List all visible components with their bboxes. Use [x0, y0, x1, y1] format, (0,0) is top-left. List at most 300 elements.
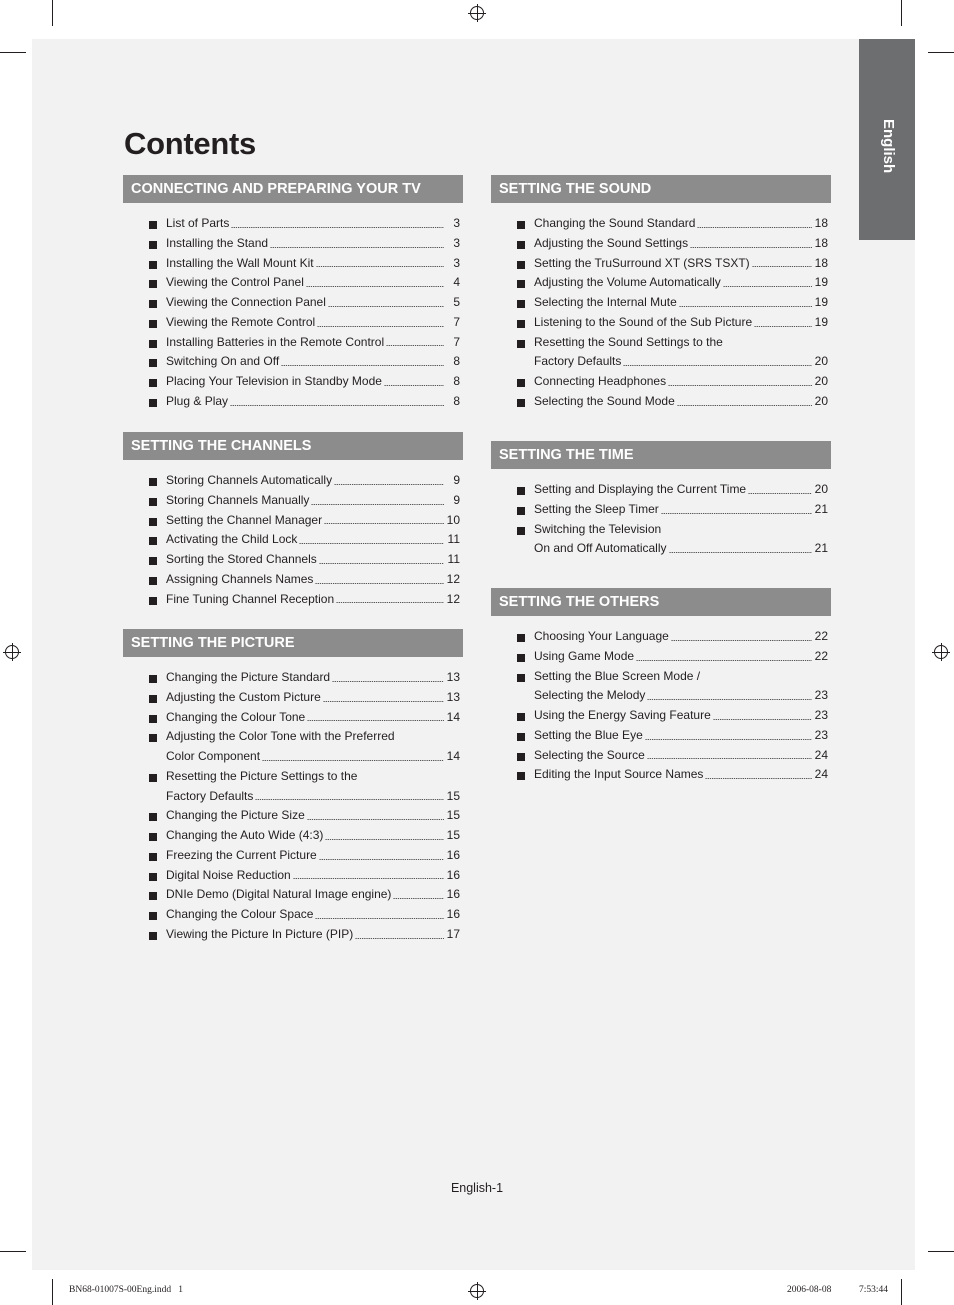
toc-entry-page: 16 — [446, 867, 460, 882]
toc-entry-line — [166, 273, 460, 293]
toc-entry-page: 19 — [814, 295, 828, 309]
bullet-square-icon — [517, 379, 525, 387]
dot-leader — [307, 719, 444, 722]
toc-entry-title: Changing the Colour Tone — [166, 709, 306, 724]
toc-entry-line — [166, 511, 460, 531]
toc-entry-page: 7 — [453, 314, 460, 329]
toc-entry — [123, 767, 463, 807]
toc-entry-page: 14 — [446, 709, 460, 724]
toc-entry-page: 22 — [814, 629, 828, 643]
dot-leader — [647, 757, 812, 760]
dot-leader — [323, 700, 444, 703]
toc-entry-title: Storing Channels Automatically — [166, 473, 333, 487]
dot-leader — [393, 897, 444, 900]
toc-entry-page: 5 — [453, 295, 460, 309]
toc-entry — [123, 570, 463, 590]
toc-entry — [123, 590, 463, 610]
toc-entry-title: Changing the Colour Space — [166, 907, 314, 921]
toc-entry-page: 4 — [453, 275, 460, 290]
section-sound — [491, 175, 831, 412]
bullet-square-icon — [149, 774, 157, 782]
toc-entry-line — [166, 570, 460, 590]
bullet-square-icon — [149, 853, 157, 861]
crop-mark — [52, 1279, 53, 1305]
registration-mark-icon — [470, 6, 484, 20]
toc-entry-line — [166, 471, 460, 491]
language-tab — [859, 39, 915, 240]
page-title: Contents — [124, 126, 256, 161]
toc-entry-line — [166, 806, 460, 826]
dot-leader — [324, 522, 444, 525]
toc-entry — [123, 392, 463, 412]
toc-entry — [123, 826, 463, 846]
toc-entry-page: 14 — [446, 749, 460, 763]
bullet-square-icon — [149, 379, 157, 387]
toc-entry — [123, 905, 463, 925]
bullet-square-icon — [517, 634, 525, 642]
section-time — [491, 441, 831, 559]
toc-entry-title: Setting the TruSurround XT (SRS TSXT) — [534, 255, 750, 270]
toc-entry-page: 12 — [446, 571, 460, 586]
toc-entry-page: 23 — [814, 688, 828, 703]
bullet-square-icon — [149, 695, 157, 703]
dot-leader — [647, 698, 812, 701]
toc-entry — [491, 647, 831, 667]
section-channels — [123, 432, 463, 609]
dot-leader — [713, 718, 812, 721]
bullet-square-icon — [149, 577, 157, 585]
toc-entry-page: 23 — [814, 708, 828, 722]
toc-entry-page: 16 — [446, 887, 460, 902]
toc-entry-page: 7 — [453, 334, 460, 349]
slug-time: 7:53:44 — [859, 1285, 889, 1295]
bullet-square-icon — [149, 912, 157, 920]
toc-entry-title: Changing the Auto Wide (4:3) — [166, 828, 324, 842]
toc-entry-title: Fine Tuning Channel Reception — [166, 591, 335, 606]
bullet-square-icon — [517, 772, 525, 780]
toc-entry-page: 24 — [814, 747, 828, 762]
toc-entry-page: 13 — [446, 689, 460, 704]
toc-entry-page: 13 — [446, 670, 460, 684]
bullet-square-icon — [149, 478, 157, 486]
toc-entry-title: Plug & Play — [166, 393, 229, 408]
dot-leader — [697, 226, 812, 229]
dot-leader — [293, 877, 444, 880]
toc-entry-page: 3 — [453, 235, 460, 250]
bullet-square-icon — [517, 753, 525, 761]
section-heading: SETTING THE SOUND — [491, 175, 831, 203]
toc-entry-line — [166, 925, 460, 945]
toc-entry-line — [166, 392, 460, 412]
toc-entry-page: 9 — [453, 473, 460, 487]
dot-leader — [255, 798, 444, 801]
dot-leader — [754, 325, 812, 328]
toc-entry — [491, 520, 831, 560]
bullet-square-icon — [517, 733, 525, 741]
toc-entry-page: 10 — [446, 512, 460, 527]
toc-entry-line — [534, 765, 828, 785]
section-others — [491, 588, 831, 785]
toc-entry-page: 18 — [814, 255, 828, 270]
toc-entry-line — [534, 352, 828, 372]
toc-entry — [123, 511, 463, 531]
toc-entry-page: 9 — [453, 492, 460, 507]
toc-entry-line — [534, 480, 828, 500]
toc-entry-title: On and Off Automatically — [534, 541, 667, 556]
toc-entry-line — [166, 866, 460, 886]
toc-entry-line — [166, 787, 460, 807]
toc-entry — [491, 706, 831, 726]
toc-entry-line — [534, 313, 828, 333]
toc-entry-page: 8 — [453, 374, 460, 388]
toc-entry — [491, 293, 831, 313]
toc-entry-title: Setting the Blue Eye — [534, 727, 643, 742]
bullet-square-icon — [149, 833, 157, 841]
bullet-square-icon — [149, 734, 157, 742]
registration-mark-icon — [5, 645, 19, 659]
toc-entry-title: Sorting the Stored Channels — [166, 552, 317, 566]
dot-leader — [316, 265, 444, 268]
toc-entry — [491, 372, 831, 392]
toc-entry — [491, 726, 831, 746]
dot-leader — [231, 226, 444, 229]
toc-entry-title: Selecting the Sound Mode — [534, 393, 675, 408]
toc-entry — [123, 668, 463, 688]
toc-entry-page: 20 — [814, 393, 828, 408]
bullet-square-icon — [517, 241, 525, 249]
toc-entry-line — [166, 747, 460, 767]
toc-entry-title: Color Component — [166, 749, 261, 763]
toc-entry-line — [166, 214, 460, 234]
toc-entry-title: Setting the Sleep Timer — [534, 501, 659, 516]
toc-entry — [491, 746, 831, 766]
toc-entry-title: Using the Energy Saving Feature — [534, 708, 711, 722]
toc-entry — [123, 273, 463, 293]
toc-entry-line — [166, 708, 460, 728]
bullet-square-icon — [149, 518, 157, 526]
toc-entry-title: Using Game Mode — [534, 648, 635, 663]
toc-entry — [491, 273, 831, 293]
toc-entry-line — [166, 293, 460, 313]
toc-entry — [123, 727, 463, 767]
toc-entry-page: 21 — [814, 541, 828, 556]
toc-entry-line — [166, 254, 460, 274]
toc-entry-title: Selecting the Melody — [534, 688, 646, 703]
toc-entry — [123, 372, 463, 392]
toc-entry-title: Selecting the Internal Mute — [534, 295, 677, 309]
dot-leader — [270, 246, 444, 249]
toc-entry — [123, 885, 463, 905]
dot-leader — [668, 384, 812, 387]
bullet-square-icon — [149, 597, 157, 605]
toc-entry-page: 15 — [446, 828, 460, 842]
toc-entry-line — [166, 885, 460, 905]
toc-entry — [123, 234, 463, 254]
toc-entry-first-line: Resetting the Picture Settings to the — [166, 768, 358, 783]
page-number: English-1 — [450, 1181, 504, 1195]
toc-entry-title: Factory Defaults — [166, 788, 254, 803]
bullet-square-icon — [149, 813, 157, 821]
section-heading: SETTING THE TIME — [491, 441, 831, 469]
toc-entry-page: 11 — [447, 532, 460, 547]
toc-entry-page: 3 — [453, 216, 460, 230]
toc-entry-title: List of Parts — [166, 216, 230, 230]
crop-mark — [52, 0, 53, 26]
dot-leader — [332, 680, 444, 683]
toc-entry — [491, 392, 831, 412]
toc-entry — [123, 333, 463, 353]
toc-entry-title: Installing the Wall Mount Kit — [166, 255, 314, 270]
toc-entry-title: Adjusting the Custom Picture — [166, 689, 321, 704]
toc-entry-title: Activating the Child Lock — [166, 532, 298, 547]
dot-leader — [230, 404, 444, 407]
toc-entry-line — [166, 530, 460, 550]
dot-leader — [386, 344, 444, 347]
toc-entry-line — [534, 647, 828, 667]
bullet-square-icon — [517, 654, 525, 662]
toc-entry-page: 12 — [446, 591, 460, 606]
language-tab-label: English — [880, 119, 897, 174]
toc-entry-title: Setting and Displaying the Current Time — [534, 482, 747, 496]
dot-leader — [723, 285, 812, 288]
toc-entry-page: 17 — [446, 926, 460, 941]
toc-entry — [491, 214, 831, 234]
dot-leader — [671, 639, 812, 642]
bullet-square-icon — [517, 280, 525, 288]
toc-entry-line — [166, 846, 460, 866]
dot-leader — [299, 542, 444, 545]
dot-leader — [317, 325, 444, 328]
dot-leader — [306, 285, 444, 288]
toc-entry-page: 19 — [814, 275, 828, 290]
toc-entry-page: 19 — [814, 314, 828, 329]
toc-entry-page: 15 — [446, 788, 460, 803]
dot-leader — [636, 659, 812, 662]
bullet-square-icon — [149, 873, 157, 881]
dot-leader — [679, 305, 812, 308]
toc-entry-title: Adjusting the Sound Settings — [534, 235, 689, 250]
toc-entry-line — [166, 234, 460, 254]
dot-leader — [307, 818, 444, 821]
dot-leader — [311, 503, 444, 506]
toc-entry-title: Listening to the Sound of the Sub Picture — [534, 314, 753, 329]
dot-leader — [623, 364, 812, 367]
toc-entry-title: Factory Defaults — [534, 354, 622, 369]
dot-leader — [748, 492, 812, 495]
toc-entry-page: 20 — [814, 354, 828, 369]
crop-mark — [928, 1251, 954, 1252]
toc-entry — [491, 480, 831, 500]
toc-entry-line — [534, 706, 828, 726]
registration-mark-icon — [470, 1284, 484, 1298]
toc-entry-line — [166, 905, 460, 925]
dot-leader — [319, 858, 444, 861]
section-picture — [123, 629, 463, 945]
toc-entry-title: Viewing the Remote Control — [166, 314, 316, 329]
dot-leader — [262, 759, 444, 762]
toc-entry — [123, 214, 463, 234]
bullet-square-icon — [149, 675, 157, 683]
dot-leader — [705, 777, 812, 780]
toc-entry — [123, 471, 463, 491]
bullet-square-icon — [149, 932, 157, 940]
bullet-square-icon — [149, 261, 157, 269]
toc-entry-page: 3 — [453, 255, 460, 270]
toc-entry-first-line: Adjusting the Color Tone with the Preferred — [166, 729, 395, 744]
bullet-square-icon — [517, 527, 525, 535]
toc-entry-title: Editing the Input Source Names — [534, 767, 704, 782]
toc-list — [123, 668, 463, 945]
toc-entry — [491, 234, 831, 254]
toc-list — [491, 627, 831, 785]
toc-entry-title: Connecting Headphones — [534, 374, 667, 388]
crop-mark — [0, 52, 26, 53]
toc-entry-line — [534, 627, 828, 647]
toc-entry — [491, 254, 831, 274]
toc-entry-title: Choosing Your Language — [534, 629, 669, 643]
toc-entry-page: 20 — [814, 482, 828, 496]
toc-entry — [491, 500, 831, 520]
toc-entry — [123, 313, 463, 333]
dot-leader — [384, 384, 444, 387]
toc-entry-line — [534, 273, 828, 293]
dot-leader — [315, 582, 444, 585]
toc-entry-first-line: Setting the Blue Screen Mode / — [534, 668, 701, 683]
bullet-square-icon — [517, 399, 525, 407]
toc-entry-title: Adjusting the Volume Automatically — [534, 275, 721, 290]
dot-leader — [336, 601, 444, 604]
bullet-square-icon — [517, 340, 525, 348]
toc-entry-page: 8 — [453, 354, 460, 369]
bullet-square-icon — [517, 713, 525, 721]
toc-entry-line — [534, 392, 828, 412]
toc-entry-line — [534, 214, 828, 234]
toc-entry — [491, 765, 831, 785]
toc-entry-page: 16 — [446, 847, 460, 862]
toc-entry-line — [166, 590, 460, 610]
dot-leader — [325, 838, 444, 841]
bullet-square-icon — [517, 221, 525, 229]
toc-entry-title: Viewing the Control Panel — [166, 275, 304, 290]
toc-entry-title: Assigning Channels Names — [166, 571, 314, 586]
section-heading: SETTING THE CHANNELS — [123, 432, 463, 460]
toc-entry-title: Installing the Stand — [166, 235, 269, 250]
toc-entry-title: Changing the Picture Size — [166, 808, 305, 823]
toc-entry-title: Viewing the Connection Panel — [166, 295, 326, 309]
toc-entry-title: Installing Batteries in the Remote Control — [166, 334, 385, 349]
toc-entry-line — [166, 668, 460, 688]
toc-entry — [123, 352, 463, 372]
toc-entry-title: Storing Channels Manually — [166, 492, 310, 507]
crop-mark — [0, 1251, 26, 1252]
section-heading: CONNECTING AND PREPARING YOUR TV — [123, 175, 463, 203]
toc-entry — [123, 688, 463, 708]
toc-entry-line — [166, 372, 460, 392]
bullet-square-icon — [149, 340, 157, 348]
section-heading: SETTING THE OTHERS — [491, 588, 831, 616]
toc-entry-page: 18 — [814, 235, 828, 250]
toc-entry-line — [534, 293, 828, 313]
toc-entry-line — [166, 688, 460, 708]
toc-entry-line — [166, 333, 460, 353]
bullet-square-icon — [517, 674, 525, 682]
dot-leader — [752, 265, 812, 268]
section-heading: SETTING THE PICTURE — [123, 629, 463, 657]
toc-entry-title: Placing Your Television in Standby Mode — [166, 374, 382, 388]
toc-entry-page: 23 — [814, 727, 828, 742]
bullet-square-icon — [149, 359, 157, 367]
toc-entry-title: Selecting the Source — [534, 747, 645, 762]
bullet-square-icon — [149, 892, 157, 900]
toc-entry — [123, 806, 463, 826]
bullet-square-icon — [149, 280, 157, 288]
section-connecting — [123, 175, 463, 412]
bullet-square-icon — [149, 320, 157, 328]
toc-entry — [491, 627, 831, 647]
crop-mark — [901, 0, 902, 26]
toc-entry-line — [166, 352, 460, 372]
toc-entry — [123, 293, 463, 313]
toc-entry-title: Viewing the Picture In Picture (PIP) — [166, 926, 354, 941]
slug-file: BN68-01007S-00Eng.indd 1 — [69, 1285, 183, 1295]
dot-leader — [355, 937, 444, 940]
toc-entry-title: Freezing the Current Picture — [166, 847, 317, 862]
bullet-square-icon — [149, 300, 157, 308]
toc-entry-line — [534, 234, 828, 254]
toc-entry-line — [534, 686, 828, 706]
dot-leader — [328, 305, 444, 308]
toc-entry — [123, 866, 463, 886]
toc-entry-line — [534, 726, 828, 746]
dot-leader — [690, 246, 812, 249]
dot-leader — [319, 562, 444, 565]
bullet-square-icon — [149, 221, 157, 229]
toc-entry — [491, 667, 831, 707]
dot-leader — [677, 404, 812, 407]
toc-entry-page: 18 — [814, 216, 828, 230]
bullet-square-icon — [517, 487, 525, 495]
dot-leader — [669, 551, 812, 554]
dot-leader — [281, 364, 444, 367]
toc-entry-page: 20 — [814, 374, 828, 388]
toc-entry-line — [166, 313, 460, 333]
toc-entry-line — [534, 254, 828, 274]
bullet-square-icon — [149, 557, 157, 565]
toc-entry-title: DNIe Demo (Digital Natural Image engine) — [166, 887, 392, 902]
toc-entry-page: 15 — [446, 808, 460, 823]
bullet-square-icon — [149, 537, 157, 545]
bullet-square-icon — [517, 507, 525, 515]
toc-entry-line — [534, 746, 828, 766]
toc-list — [123, 214, 463, 412]
toc-entry-title: Setting the Channel Manager — [166, 512, 323, 527]
toc-entry — [123, 925, 463, 945]
bullet-square-icon — [517, 261, 525, 269]
bullet-square-icon — [149, 399, 157, 407]
toc-list — [123, 471, 463, 609]
toc-entry-page: 11 — [447, 552, 460, 566]
toc-entry-page: 24 — [814, 767, 828, 782]
toc-entry-line — [534, 539, 828, 559]
crop-mark — [928, 52, 954, 53]
toc-entry — [123, 708, 463, 728]
toc-entry — [123, 491, 463, 511]
toc-entry-title: Changing the Picture Standard — [166, 670, 331, 684]
bullet-square-icon — [149, 498, 157, 506]
bullet-square-icon — [517, 300, 525, 308]
toc-list — [491, 480, 831, 559]
toc-list — [491, 214, 831, 412]
